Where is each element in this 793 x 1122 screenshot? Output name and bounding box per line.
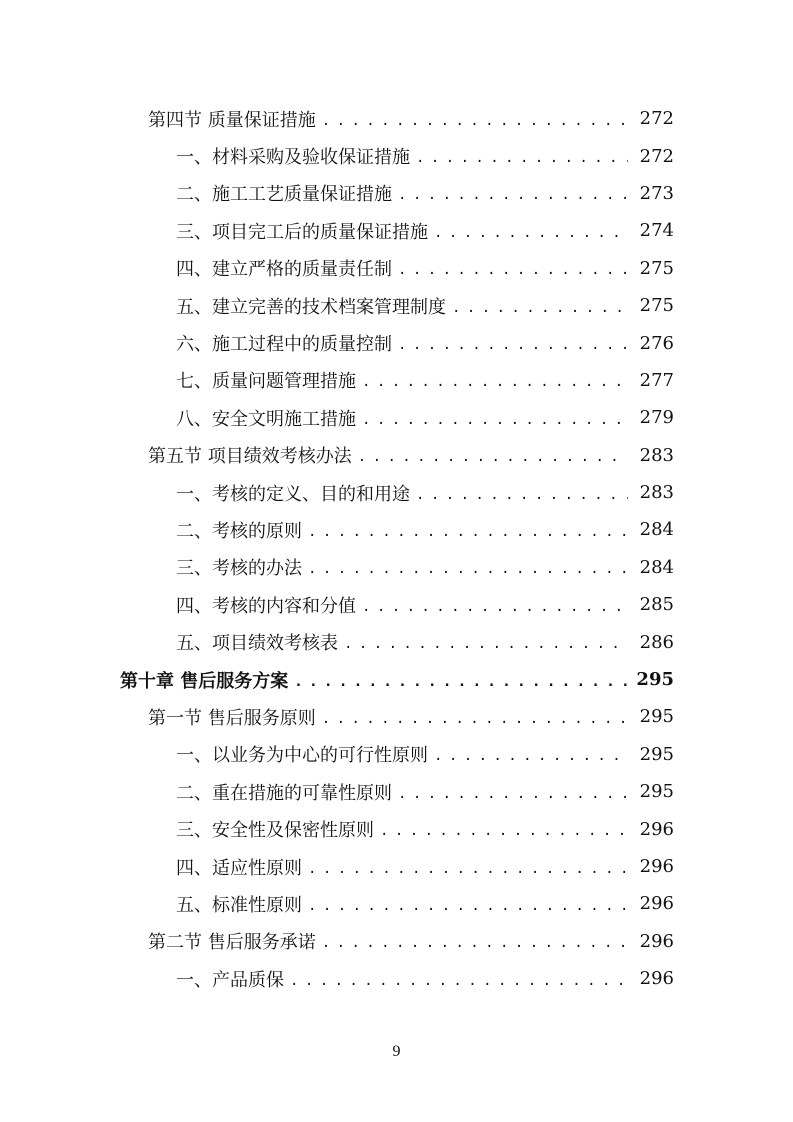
- toc-entry-page: 295: [639, 743, 674, 765]
- toc-item-entry[interactable]: [0, 623, 793, 660]
- toc-entry-title: 五、项目绩效考核表: [176, 633, 338, 655]
- toc-entry-page: 296: [639, 930, 674, 952]
- toc-entry-page: 283: [639, 444, 674, 466]
- toc-dot-leader: [416, 150, 628, 166]
- toc-entry-title: 一、考核的定义、目的和用途: [176, 483, 410, 505]
- toc-item-entry[interactable]: [0, 960, 793, 997]
- toc-entry-title: 四、适应性原则: [176, 857, 302, 879]
- toc-entry-title: 五、标准性原则: [176, 894, 302, 916]
- toc-entry-title: 二、重在措施的可靠性原则: [176, 782, 392, 804]
- toc-dot-leader: [290, 973, 628, 989]
- toc-item-entry[interactable]: [0, 324, 793, 361]
- toc-section-entry[interactable]: [0, 100, 793, 137]
- toc-item-entry[interactable]: [0, 474, 793, 511]
- toc-entry-title: 二、施工工艺质量保证措施: [176, 184, 392, 206]
- toc-entry-page: 272: [639, 108, 674, 130]
- toc-entry-title: 第一节 售后服务原则: [148, 707, 316, 729]
- toc-entry-page: 295: [639, 706, 674, 728]
- toc-section-entry[interactable]: [0, 923, 793, 960]
- toc-entry-title: 二、考核的原则: [176, 520, 302, 542]
- toc-entry-title: 一、以业务为中心的可行性原则: [176, 745, 428, 767]
- toc-dot-leader: [322, 113, 628, 129]
- table-of-contents: [0, 100, 793, 997]
- toc-item-entry[interactable]: [0, 885, 793, 922]
- toc-entry-page: 283: [639, 482, 674, 504]
- toc-dot-leader: [308, 861, 628, 877]
- toc-entry-page: 275: [639, 257, 674, 279]
- toc-entry-page: 296: [639, 818, 674, 840]
- toc-item-entry[interactable]: [0, 848, 793, 885]
- toc-item-entry[interactable]: [0, 810, 793, 847]
- toc-dot-leader: [398, 337, 628, 353]
- toc-entry-page: 275: [639, 295, 674, 317]
- toc-entry-page: 284: [639, 556, 674, 578]
- toc-section-entry[interactable]: [0, 437, 793, 474]
- toc-entry-page: 295: [636, 669, 674, 691]
- toc-dot-leader: [358, 449, 628, 465]
- toc-dot-leader: [416, 487, 628, 503]
- page-number: 9: [392, 1043, 401, 1060]
- toc-entry-page: 276: [639, 332, 674, 354]
- toc-entry-page: 277: [639, 369, 674, 391]
- toc-entry-title: 七、质量问题管理措施: [176, 371, 356, 393]
- toc-item-entry[interactable]: [0, 175, 793, 212]
- toc-item-entry[interactable]: [0, 511, 793, 548]
- toc-entry-title: 三、考核的办法: [176, 558, 302, 580]
- toc-entry-title: 三、安全性及保密性原则: [176, 820, 374, 842]
- toc-entry-page: 279: [639, 407, 674, 429]
- toc-dot-leader: [452, 300, 628, 316]
- toc-entry-page: 296: [639, 968, 674, 990]
- toc-dot-leader: [308, 898, 628, 914]
- toc-dot-leader: [308, 524, 628, 540]
- toc-item-entry[interactable]: [0, 586, 793, 623]
- toc-entry-title: 一、产品质保: [176, 969, 284, 991]
- toc-entry-title: 一、材料采购及验收保证措施: [176, 147, 410, 169]
- toc-item-entry[interactable]: [0, 736, 793, 773]
- toc-entry-page: 296: [639, 893, 674, 915]
- toc-dot-leader: [398, 262, 628, 278]
- toc-chapter-entry[interactable]: [0, 661, 793, 698]
- toc-entry-title: 八、安全文明施工措施: [176, 408, 356, 430]
- toc-item-entry[interactable]: [0, 287, 793, 324]
- toc-entry-title: 六、施工过程中的质量控制: [176, 334, 392, 356]
- toc-entry-title: 五、建立完善的技术档案管理制度: [176, 296, 446, 318]
- toc-entry-page: 284: [639, 519, 674, 541]
- toc-entry-title: 四、考核的内容和分值: [176, 595, 356, 617]
- toc-entry-page: 295: [639, 781, 674, 803]
- toc-dot-leader: [322, 935, 628, 951]
- toc-item-entry[interactable]: [0, 362, 793, 399]
- toc-dot-leader: [322, 711, 628, 727]
- toc-section-entry[interactable]: [0, 698, 793, 735]
- toc-dot-leader: [398, 187, 628, 203]
- toc-dot-leader: [344, 636, 628, 652]
- toc-entry-title: 第二节 售后服务承诺: [148, 932, 316, 954]
- toc-dot-leader: [294, 674, 628, 690]
- toc-dot-leader: [380, 823, 628, 839]
- toc-entry-page: 296: [639, 856, 674, 877]
- toc-dot-leader: [434, 748, 628, 764]
- toc-entry-page: 285: [639, 594, 674, 616]
- toc-entry-page: 286: [639, 631, 674, 653]
- toc-dot-leader: [434, 225, 628, 241]
- toc-item-entry[interactable]: [0, 549, 793, 586]
- toc-dot-leader: [308, 561, 628, 577]
- toc-entry-page: 272: [639, 145, 674, 167]
- toc-entry-page: 273: [639, 182, 674, 204]
- toc-dot-leader: [362, 374, 628, 390]
- toc-item-entry[interactable]: [0, 250, 793, 287]
- toc-entry-title: 三、项目完工后的质量保证措施: [176, 221, 428, 243]
- toc-entry-page: 274: [639, 220, 674, 242]
- toc-item-entry[interactable]: [0, 212, 793, 249]
- toc-entry-title: 第四节 质量保证措施: [148, 109, 316, 131]
- toc-dot-leader: [362, 599, 628, 615]
- toc-dot-leader: [398, 786, 628, 802]
- toc-item-entry[interactable]: [0, 137, 793, 174]
- toc-entry-title: 第十章 售后服务方案: [120, 670, 289, 692]
- toc-entry-title: 四、建立严格的质量责任制: [176, 259, 392, 281]
- toc-item-entry[interactable]: [0, 399, 793, 436]
- toc-entry-title: 第五节 项目绩效考核办法: [148, 446, 352, 468]
- toc-dot-leader: [362, 412, 628, 428]
- toc-item-entry[interactable]: [0, 773, 793, 810]
